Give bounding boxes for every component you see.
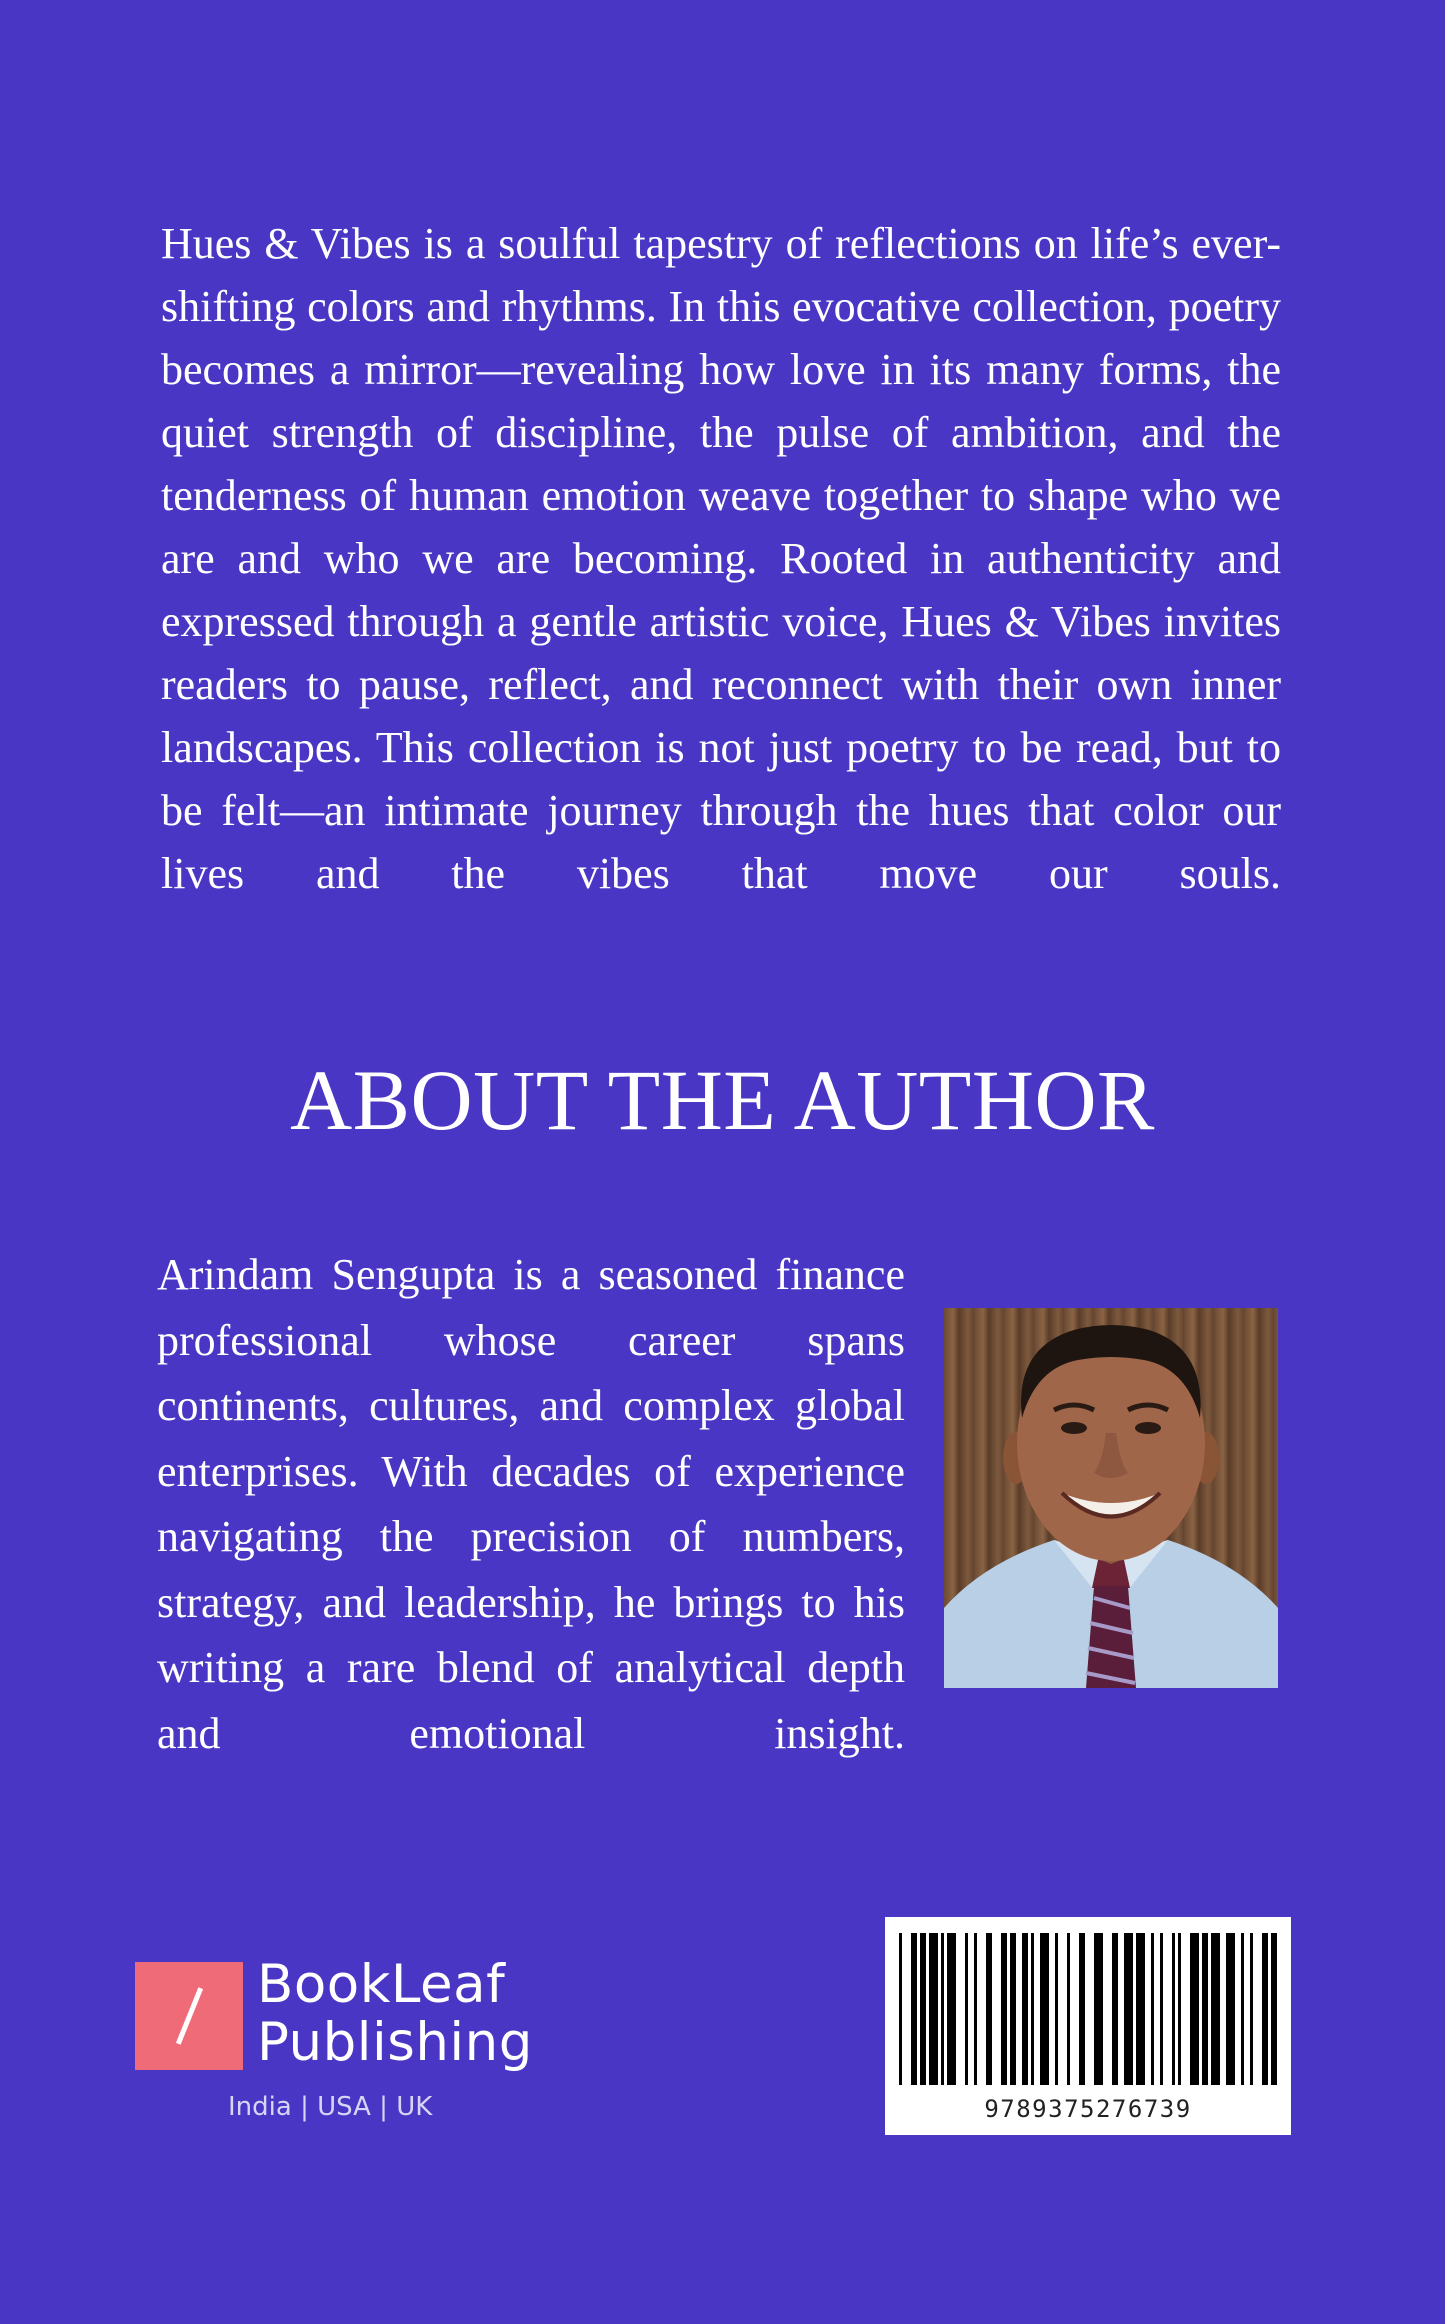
barcode-bar — [1124, 1933, 1133, 2085]
author-bio: Arindam Sengupta is a seasoned finance professional whose career spans continents, cultures, and complex global enterprises. With decades of experience navigating the precision of numbers, strategy, and leadership, he brings to his writing a rare blend of analytical depth and emotional insight. — [157, 1250, 905, 1758]
barcode-bar — [1112, 1933, 1118, 2085]
barcode-bar — [1172, 1933, 1175, 2085]
barcode-bar — [986, 1933, 992, 2085]
barcode-bar — [974, 1933, 977, 2085]
slash-logo-icon — [135, 1962, 243, 2070]
barcode-bar — [1010, 1933, 1016, 2085]
barcode-bar — [1022, 1933, 1028, 2085]
barcode-bar — [1055, 1933, 1058, 2085]
barcode-bar — [1178, 1933, 1181, 2085]
barcode-bar — [1190, 1933, 1199, 2085]
barcode-bar — [899, 1933, 902, 2085]
barcode-bar — [947, 1933, 956, 2085]
barcode-bar — [1040, 1933, 1049, 2085]
barcode-bar — [941, 1933, 944, 2085]
barcode-bar — [929, 1933, 938, 2085]
barcode-bar — [1136, 1933, 1145, 2085]
barcode-bar — [1031, 1933, 1034, 2085]
about-author-heading: ABOUT THE AUTHOR — [290, 1052, 1155, 1148]
barcode-bar — [1160, 1933, 1163, 2085]
publisher-name-line1: BookLeaf — [257, 1954, 506, 2015]
barcode-bar — [1067, 1933, 1070, 2085]
barcode-bar — [911, 1933, 917, 2085]
barcode-bars — [885, 1917, 1291, 2095]
barcode-bar — [1151, 1933, 1154, 2085]
isbn-number: 9789375276739 — [984, 2095, 1192, 2123]
isbn-barcode — [885, 1917, 1291, 2135]
book-blurb: Hues & Vibes is a soulful tapestry of reflections on life’s ever-shifting colors and rhythms. In this evocative collection, poetry becomes a mirror—revealing how love in its many forms, the quiet strength of discipline, the pulse of ambition, and the tenderness of human emotion weave together to shape who we are and who we are becoming. Rooted in authenticity and expressed through a gentle artistic voice, Hues & Vibes invites readers to pause, reflect, and reconnect with their own inner landscapes. This collection is not just poetry to be read, but to be felt—an intimate journey through the hues that color our lives and the vibes that move our souls. — [161, 219, 1281, 898]
barcode-bar — [965, 1933, 968, 2085]
barcode-bar — [1262, 1933, 1268, 2085]
publisher-logo — [135, 1954, 535, 2132]
author-portrait-illustration — [944, 1308, 1278, 1688]
barcode-bar — [920, 1933, 926, 2085]
barcode-bar — [1202, 1933, 1208, 2085]
barcode-bar — [1094, 1933, 1103, 2085]
barcode-bar — [1001, 1933, 1007, 2085]
barcode-bar — [1241, 1933, 1244, 2085]
author-photo — [944, 1308, 1278, 1688]
publisher-regions: India | USA | UK — [228, 2092, 433, 2122]
barcode-bar — [1211, 1933, 1220, 2085]
barcode-bar — [1079, 1933, 1085, 2085]
barcode-bar — [1226, 1933, 1235, 2085]
barcode-bar — [1250, 1933, 1253, 2085]
publisher-name — [257, 1956, 533, 2072]
barcode-bar — [1271, 1933, 1277, 2085]
publisher-name-line2: Publishing — [257, 2012, 533, 2073]
